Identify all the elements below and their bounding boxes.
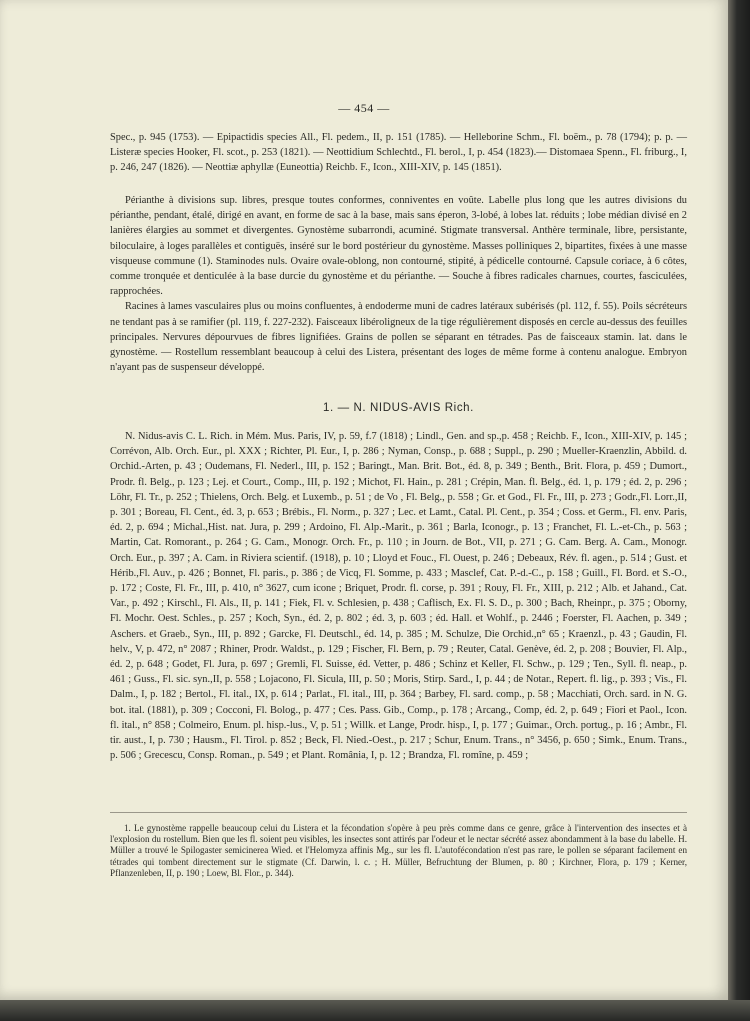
species-heading: 1. — N. NIDUS-AVIS Rich.	[323, 402, 474, 414]
anatomy-paragraph: Racines à lames vasculaires plus ou moins confluentes, à endoderme muni de cadres latéraux subérisés (pl. 112, f. 55). Poils sécréteurs ne tendant pas à se ramifier (pl. 119, f. 227-232). Faisceaux libéroligneux de la tige régulièrement disposés en cercle au-dessus des feuilles principales. Nervures dépourvues de fibres lignifiées. Grains de pollen se séparant en tétrades. Pas de faisceaux stamin. lat. dans le gynostème. — Rostellum ressemblant beaucoup à celui des Listera, présentant des loges de même forme à contenu analogue. Embryon n'ayant pas de suspenseur développé.	[110, 301, 687, 374]
footnote-divider	[110, 812, 687, 813]
genus-description	[110, 193, 687, 375]
genus-synonymy-paragraph	[110, 130, 687, 176]
species-synonymy-text: N. Nidus-avis C. L. Rich. in Mém. Mus. Paris, IV, p. 59, f.7 (1818) ; Lindl., Gen. and sp.,p. 458 ; Reichb. F., Icon., XIII-XIV, p. 145 ; Corrévon, Alb. Orch. Eur., pl. XXX ; Richter, Pl. Eur., I, p. 286 ; Nyman, Consp., p. 688 ; Suppl., p. 290 ; Mueller-Kraenzlin, Abbild. d. Orchid.-Arten, p. 43 ; Oudemans, Fl. Nederl., III, p. 152 ; Baringt., Man. Brit. Bot., éd. 8, p. 349 ; Benth., Brit. Flora, p. 459 ; Dumort., Prodr. fl. Belg., p. 123 ; Lej. et Court., Comp., III, p. 192 ; Michot, Fl. Hain., p. 281 ; Crépin, Man. fl. Belg., éd. 1, p. 179 ; éd. 2, p. 296 ; Löhr, Fl. Tr., p. 252 ; Thielens, Orch. Belg. et Luxemb., p. 51 ; de Vo , Fl. Belg., p. 558 ; Gr. et God., Fl. Fr., III, p. 273 ; Godr.,Fl. Lorr.,II, p. 301 ; Boreau, Fl. Cent., éd. 3, p. 653 ; Brébis., Fl. Norm., p. 327 ; Lec. et Lamt., Catal. Pl. Cent., p. 354 ; Coss. et Germ., Fl. env. Paris, éd. 2, p. 694 ; Michal.,Hist. nat. Jura, p. 299 ; Ardoino, Fl. Alp.-Marit., p. 361 ; Barla, Iconogr., p. 13 ; Franchet, Fl. L.-et-Ch., p. 563 ; Martin, Cat. Romorant., p. 264 ; G. Cam., Monogr. Orch. Fr., p. 110 ; in Journ. de Bot., VII, p. 271 ; G. Cam. Berg. A. Cam., Monogr. Orch. Eur., p. 397 ; A. Cam. in Riviera scientif. (1918), p. 10 ; Lloyd et Fouc., Fl. Ouest, p. 246 ; Debeaux, Rév. fl. agen., p. 514 ; Gust. et Hérib.,Fl. Auv., p. 426 ; Bonnet, Fl. paris., p. 386 ; de Vicq, Fl. Somme, p. 433 ; Masclef, Cat. P.-d.-C., p. 158 ; Guill., Fl. Bord. et S.-O., p. 172 ; Coste, Fl. Fr., III, p. 410, n° 3627, cum icone ; Briquet, Prodr. fl. corse, p. 391 ; Rouy, Fl. Fr., XIII, p. 212 ; Alb. et Jahand., Cat. Var., p. 492 ; Kirschl., Fl. Als., II, p. 141 ; Fiek, Fl. v. Schlesien, p. 438 ; Caflisch, Ex. Fl. S. D., p. 300 ; Bach, Rheinpr., p. 375 ; Oborny, Fl. Mochr. Oest. Schles., p. 257 ; Koch, Syn., éd. 2, p. 802 ; éd. 3, p. 603 ; éd. Hall. et Wohlf., p. 2446 ; Foerster, Fl. Aachen, p. 349 ; Aschers. et Graeb., Syn., III, p. 892 ; Garcke, Fl. Deutschl., éd. 14, p. 385 ; M. Schulze, Die Orchid.,n° 65 ; Kraenzl., p. 43 ; Gaudin, Fl. helv., V, p. 472, n° 2087 ; Rhiner, Prodr. Waldst., p. 129 ; Fischer, Fl. Bern, p. 79 ; Reuter, Catal. Genève, éd. 2, p. 208 ; Bouvier, Fl. Alp., éd. 2, p. 648 ; Godet, Fl. Jura, p. 697 ; Gremli, Fl. Suisse, éd. Vetter, p. 486 ; Schinz et Keller, Fl. Schw., p. 129 ; Ten., Syll. fl. neap., p. 461 ; Guss., Fl. sic. syn.,II, p. 558 ; Lojacono, Fl. Sicula, III, p. 50 ; Moris, Stirp. Sard., I, p. 44 ; de Notar., Repert. fl. lig., p. 393 ; Vis., Fl. Dalm., I, p. 182 ; Bertol., Fl. ital., IX, p. 614 ; Parlat., Fl. ital., III, p. 364 ; Barbey, Fl. sard. comp., p. 58 ; Macchiati, Orch. sard. in N. G. bot. ital. (1881), p. 309 ; Cocconi, Fl. Bolog., p. 477 ; Ces. Pass. Gib., Comp., p. 178 ; Arcang., Comp, éd. 2, p. 649 ; Fiori et Paol., Icon. fl. ital., n° 858 ; Colmeiro, Enum. pl. hisp.-lus., V, p. 51 ; Willk. et Lange, Prodr. hisp., I, p. 177 ; Guimar., Orch. portug., p. 16 ; Ambr., Fl. tir. aust., I, p. 730 ; Hausm., Fl. Tirol. p. 852 ; Beck, Fl. Nied.-Oest., p. 217 ; Schur, Enum. Trans., n° 3456, p. 650 ; Simk., Enum. Trans., p. 506 ; Grecescu, Consp. Roman., p. 549 ; et Plant. România, I, p. 12 ; Brandza, Fl. romîne, p. 459 ;	[110, 431, 687, 762]
genus-synonymy-text: Spec., p. 945 (1753). — Epipactidis species All., Fl. pedem., II, p. 151 (1785). — Helleborine Schm., Fl. boëm., p. 78 (1794); p. p. — Listeræ species Hooker, Fl. scot., p. 253 (1821). — Neottidium Schlechtd., Fl. berol., I, p. 454 (1823).— Distomaea Spenn., Fl. friburg., I, p. 246, 247 (1826). — Neottiæ aphyllæ (Euneottia) Reichb. F., Icon., XIII-XIV, p. 145 (1851).	[110, 132, 687, 174]
footnote: 1. Le gynostème rappelle beaucoup celui du Listera et la fécondation s'opère à peu près comme dans ce genre, grâce à l'intervention des insectes et à l'explosion du rostellum. Bien que les fl. soient peu visibles, les insectes sont attirés par l'odeur et le nectar sécrété assez abondamment à la base du labelle. H. Müller a trouvé le Spilogaster semicinerea Wied. et l'Helomyza affinis Mg., sur les fl. L'autofécondation n'est pas rare, le pollen se séparant facilement en tétrades qui tombent directement sur le stigmate (Cf. Darwin, l. c. ; H. Müller, Befruchtung der Blumen, p. 80 ; Kirchner, Flora, p. 179 ; Kerner, Pflanzenleben, II, p. 190 ; Loew, Bl. Flor., p. 344).	[110, 823, 687, 878]
species-synonymy-block	[110, 429, 687, 763]
book-spine-edge	[728, 0, 750, 1021]
page-number: — 454 —	[338, 101, 390, 115]
morphology-paragraph: Périanthe à divisions sup. libres, presque toutes conformes, conniventes en voûte. Labelle plus long que les autres divisions du périanthe, pendant, étalé, dirigé en avant, en forme de sac à la base, mais sans éperon, 3-lobé, à lobes lat. réduits ; lobe médian divisé en 2 lanières élargies au sommet et divergentes. Gynostème subarrondi, acuminé. Stigmate transversal. Anthère terminale, libre, persistante, biloculaire, à loges parallèles et contiguës, inséré sur le bord postérieur du gynostème. Masses polliniques 2, bipartites, fixées à une masse visqueuse commune (1). Staminodes nuls. Ovaire ovale-oblong, non contourné, stipité, à pédicelle contourné. Capsule coriace, à 6 côtes, comme tronquée et denticulée à la base durcie du gynostème et du périanthe. — Souche à fibres radicales charnues, courtes, fasciculées, rapprochées.	[110, 195, 687, 298]
book-bottom-edge	[0, 1000, 750, 1021]
